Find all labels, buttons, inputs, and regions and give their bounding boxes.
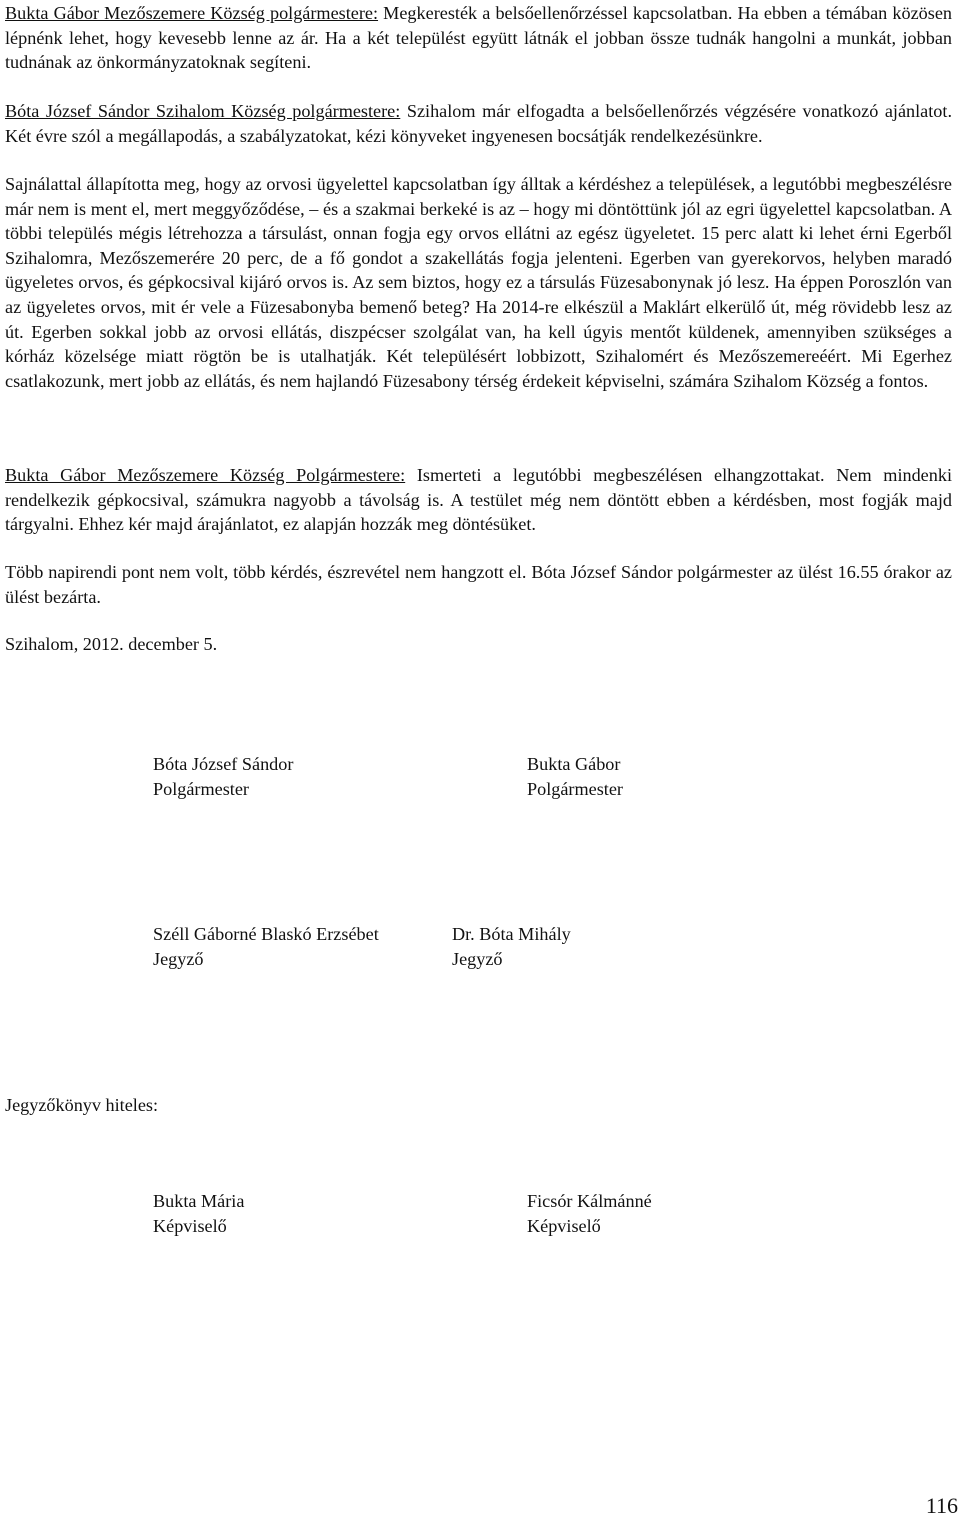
paragraph-text: Megkeresték a belsőellenőrzéssel kapcsolatban. Ha ebben a témában közösen lépnénk lehet, hogy kevesebb lenne az ár. Ha a két települést együtt látnák el jobban össze tudnák hangolni a munkát, jobban tudnának az önkormányzatoknak segíteni.	[5, 3, 952, 73]
signatory-title: Polgármester	[153, 778, 249, 799]
page-number: 116	[925, 1493, 958, 1518]
paragraph-3	[5, 463, 952, 537]
authentication-label: Jegyzőkönyv hiteles:	[5, 1095, 159, 1115]
signatory-title: Polgármester	[527, 778, 623, 799]
place-date: Szihalom, 2012. december 5.	[5, 634, 218, 654]
signature-mayor-1	[153, 752, 293, 801]
signatory-name: Bóta József Sándor	[153, 754, 294, 774]
signatory-name: Dr. Bóta Mihály	[452, 924, 571, 944]
signature-mayor-2	[527, 752, 623, 801]
paragraph-2-continuation: Sajnálattal állapította meg, hogy az orvosi ügyelettel kapcsolatban így álltak a kérdéshez a települések, a legutóbbi megbeszélésre már nem is ment el, mert meggyőződése, – és a szakmai berkeké is az – hogy mi döntöttünk jól az egri ügyelettel kapcsolatban. A többi település mégis létrehozza a társulást, onnan fogja egy orvos ellátni az egész ügyeletet. 15 perc alatt ki lehet érni Egerből Szihalomra, Mezőszemerére 20 perc, de a fő gondot a szakellátás fogja jelenteni. Egerben van gyerekorvos, helyben maradó ügyeletes orvos, és gépkocsival kijáró orvos is. Az sem biztos, hogy ez a társulás Füzesabonynak jó lesz. Ha éppen Poroszlón van az ügyeletes orvos, mit ér vele a Füzesabonyba bemenő beteg? Ha 2014-re elkészül a Maklárt elkerülő út, még rövidebb lesz az út. Egerben sokkal jobb az orvosi ellátás, diszpécser szolgálat van, ha kell úgyis mentőt küldenek, amennyiben szükséges a kórház közelsége miatt rögtön be is utalhatják. Két településért lobbizott, Szihalomért és Mezőszemereéért. Mi Egerhez csatlakozunk, mert jobb az ellátás, és nem hajlandó Füzesabony térség érdekeit képviselni, számára Szihalom Község a fontos.	[5, 174, 952, 391]
signature-representative-2	[527, 1189, 652, 1238]
signatory-name: Bukta Gábor	[527, 754, 621, 774]
signature-notary-2	[452, 922, 571, 971]
signatory-name: Bukta Mária	[153, 1191, 245, 1211]
signatory-title: Képviselő	[527, 1215, 601, 1236]
signatory-title: Jegyző	[452, 948, 503, 969]
signatory-title: Jegyző	[153, 948, 204, 969]
signatory-title: Képviselő	[153, 1215, 227, 1236]
paragraph-text: Szihalom már elfogadta a belsőellenőrzés végzésére vonatkozó ajánlatot. Két évre szól a megállapodás, a szabályzatokat, kézi könyveket ingyenesen bocsátják rendelkezésünkre.	[5, 101, 953, 146]
signatory-name: Ficsór Kálmánné	[527, 1191, 652, 1211]
speaker-label: Bóta József Sándor Szihalom Község polgármestere:	[5, 101, 401, 121]
paragraph-text: Ismerteti a legutóbbi megbeszélésen elhangzottakat. Nem mindenki rendelkezik gépkocsival, számukra nagyobb a távolság is. A testület még nem döntött ebben a kérdésben, most fogják majd tárgyalni. Ehhez kér majd árajánlatot, ez alapján hozzák meg döntésüket.	[5, 465, 952, 535]
paragraph-1	[5, 1, 952, 75]
paragraph-2	[5, 99, 952, 148]
signature-notary-1	[153, 922, 379, 971]
speaker-label: Bukta Gábor Mezőszemere Község polgármestere:	[5, 3, 379, 23]
closing-statement: Több napirendi pont nem volt, több kérdés, észrevétel nem hangzott el. Bóta József Sándor polgármester az ülést 16.55 órakor az ülést bezárta.	[5, 562, 952, 607]
signatory-name: Széll Gáborné Blaskó Erzsébet	[153, 924, 379, 944]
signature-representative-1	[153, 1189, 244, 1238]
speaker-label: Bukta Gábor Mezőszemere Község Polgármestere:	[5, 465, 406, 485]
